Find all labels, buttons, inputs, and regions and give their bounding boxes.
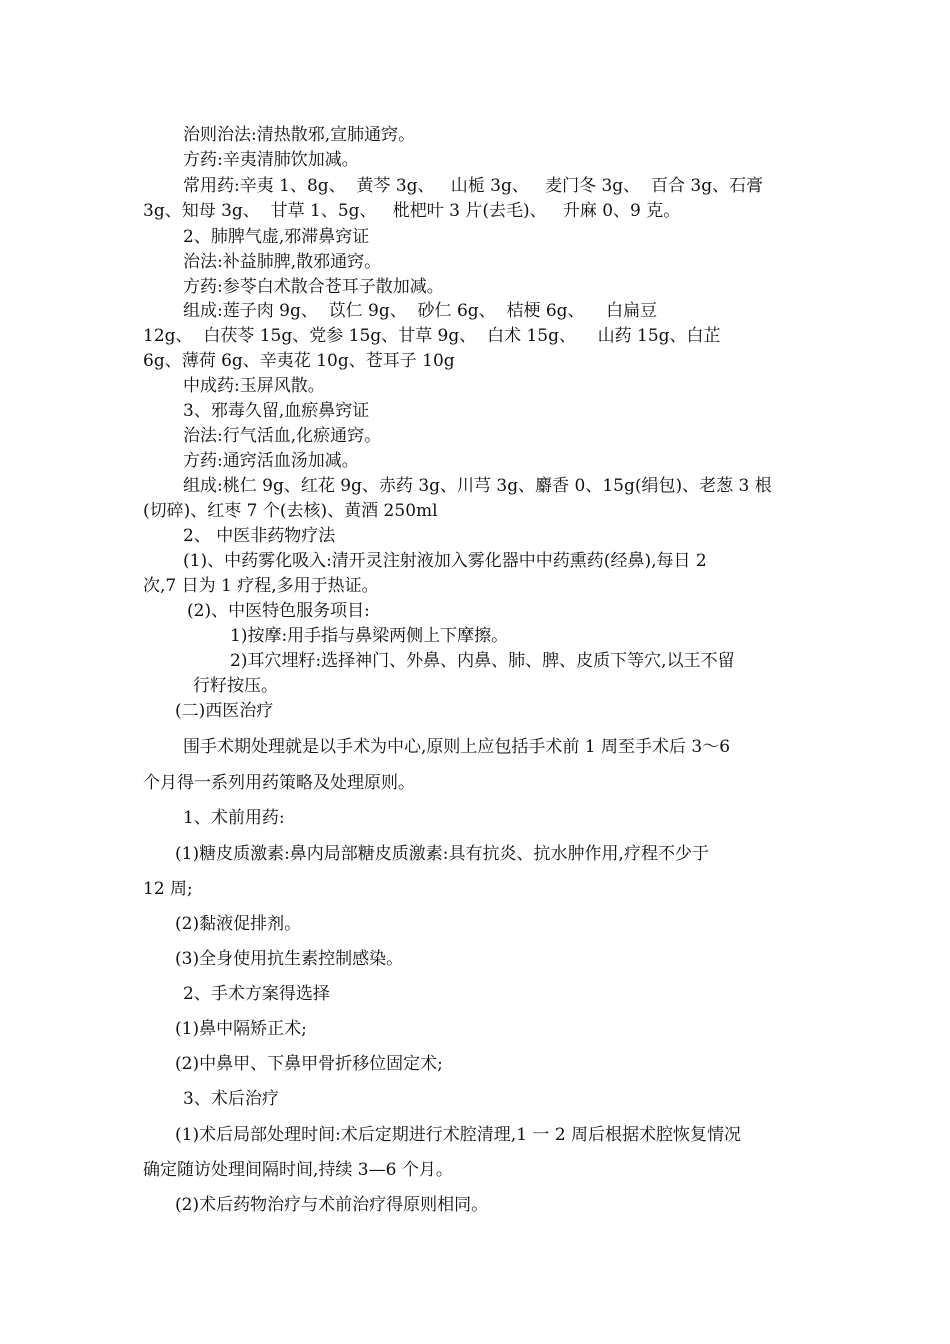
text-line: 方药:辛夷清肺饮加减。 [183, 150, 359, 170]
text-line: (二)西医治疗 [175, 701, 274, 721]
text-line: 围手术期处理就是以手术为中心,原则上应包括手术前 1 周至手术后 3～6 [183, 737, 731, 757]
text-line: 3、术后治疗 [183, 1089, 279, 1109]
text-line: 1)按摩:用手指与鼻梁两侧上下摩擦。 [230, 626, 509, 646]
text-line: 3g、知母 3g、 甘草 1、5g、 枇杷叶 3 片(去毛)、 升麻 0、9 克。 [143, 201, 681, 221]
text-line: 方药:参苓白术散合苍耳子散加减。 [183, 277, 444, 297]
text-line: 中成药:玉屏风散。 [183, 376, 325, 396]
text-line: 治则治法:清热散邪,宣肺通窍。 [183, 125, 416, 145]
text-line: 3、邪毒久留,血瘀鼻窍证 [183, 401, 370, 421]
text-line: 组成:桃仁 9g、红花 9g、赤药 3g、川芎 3g、麝香 0、15g(绢包)、老葱 3 根 [183, 476, 772, 496]
text-line: 2、 中医非药物疗法 [183, 526, 336, 546]
text-line: 治法:行气活血,化瘀通窍。 [183, 426, 382, 446]
text-line: (2)术后药物治疗与术前治疗得原则相同。 [175, 1195, 489, 1215]
text-line: (1)鼻中隔矫正术; [175, 1019, 307, 1039]
text-line: (切碎)、红枣 7 个(去核)、黄酒 250ml [143, 501, 438, 521]
text-line: 6g、薄荷 6g、辛夷花 10g、苍耳子 10g [143, 351, 455, 371]
text-line: 组成:莲子肉 9g、 苡仁 9g、 砂仁 6g、 桔梗 6g、 白扁豆 [183, 301, 658, 321]
text-line: 2、手术方案得选择 [183, 984, 330, 1004]
text-line: 2)耳穴埋籽:选择神门、外鼻、内鼻、肺、脾、皮质下等穴,以王不留 [230, 651, 735, 671]
text-line: (3)全身使用抗生素控制感染。 [175, 949, 404, 969]
text-line: (2)黏液促排剂。 [175, 914, 302, 934]
text-line: (2)、中医特色服务项目: [187, 601, 370, 621]
text-line: 12g、 白茯苓 15g、党参 15g、甘草 9g、 白术 15g、 山药 15g、白芷 [143, 326, 721, 346]
text-line: 次,7 日为 1 疗程,多用于热证。 [143, 576, 379, 596]
text-line: 12 周; [143, 879, 193, 899]
text-line: 确定随访处理间隔时间,持续 3—6 个月。 [143, 1160, 453, 1180]
text-line: (1)术后局部处理时间:术后定期进行术腔清理,1 一 2 周后根据术腔恢复情况 [175, 1125, 742, 1145]
text-line: 常用药:辛夷 1、8g、 黄芩 3g、 山栀 3g、 麦门冬 3g、 百合 3g、石膏 [183, 176, 764, 196]
text-line: (2)中鼻甲、下鼻甲骨折移位固定术; [175, 1054, 443, 1074]
text-line: 个月得一系列用药策略及处理原则。 [143, 773, 415, 793]
text-line: (1)、中药雾化吸入:清开灵注射液加入雾化器中中药熏药(经鼻),每日 2 [183, 551, 707, 571]
text-line: 行籽按压。 [193, 676, 278, 696]
text-line: 2、肺脾气虚,邪滞鼻窍证 [183, 227, 370, 247]
text-line: 治法:补益肺脾,散邪通窍。 [183, 252, 382, 272]
text-line: 1、术前用药: [183, 808, 285, 828]
text-line: 方药:通窍活血汤加减。 [183, 451, 359, 471]
text-line: (1)糖皮质激素:鼻内局部糖皮质激素:具有抗炎、抗水肿作用,疗程不少于 [175, 844, 709, 864]
